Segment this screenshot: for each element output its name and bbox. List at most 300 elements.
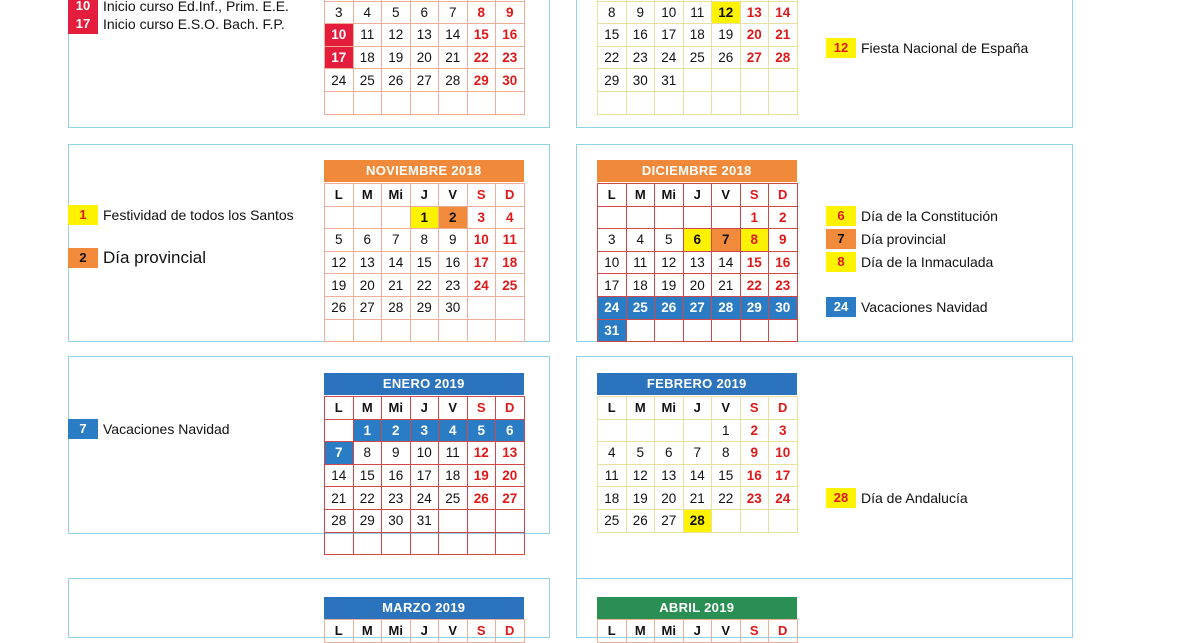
- day-cell: 8: [712, 442, 741, 465]
- legend-item: [68, 419, 230, 439]
- empty-cell: [325, 91, 354, 114]
- day-cell: 28: [439, 69, 468, 92]
- empty-cell: [467, 296, 496, 319]
- day-cell: 30: [769, 296, 798, 319]
- day-cell: 18: [598, 487, 627, 510]
- day-cell: 15: [353, 464, 382, 487]
- day-cell: 15: [740, 251, 769, 274]
- day-cell: 13: [683, 251, 712, 274]
- empty-cell: [496, 509, 525, 532]
- day-cell: 22: [410, 274, 439, 297]
- day-cell: 22: [467, 46, 496, 69]
- weekday-header: S: [467, 397, 496, 420]
- day-cell: 2: [769, 206, 798, 229]
- day-cell: 11: [439, 442, 468, 465]
- day-cell: 5: [467, 419, 496, 442]
- day-cell: 17: [467, 251, 496, 274]
- day-cell: 21: [382, 274, 411, 297]
- day-cell: 16: [439, 251, 468, 274]
- day-cell: 7: [683, 442, 712, 465]
- day-cell: 22: [740, 274, 769, 297]
- calendar-noviembre: [324, 183, 525, 342]
- day-cell: 25: [353, 69, 382, 92]
- legend-label: Vacaciones Navidad: [103, 421, 230, 437]
- day-cell: 29: [353, 509, 382, 532]
- empty-cell: [740, 319, 769, 342]
- day-cell: 14: [439, 24, 468, 47]
- empty-cell: [598, 419, 627, 442]
- empty-cell: [325, 419, 354, 442]
- day-cell: 27: [655, 509, 684, 532]
- day-cell: 31: [655, 69, 684, 92]
- day-cell: 22: [598, 46, 627, 69]
- day-cell: 29: [740, 296, 769, 319]
- day-cell: 10: [769, 442, 798, 465]
- day-cell: 5: [626, 442, 655, 465]
- legend-label: Día de Andalucía: [861, 490, 968, 506]
- day-cell: 6: [410, 1, 439, 24]
- empty-cell: [467, 509, 496, 532]
- day-cell: 1: [712, 419, 741, 442]
- day-cell: 25: [598, 509, 627, 532]
- empty-cell: [712, 319, 741, 342]
- empty-cell: [353, 91, 382, 114]
- weekday-header: V: [439, 184, 468, 207]
- day-cell: 13: [655, 464, 684, 487]
- day-cell: 22: [353, 487, 382, 510]
- day-cell: 14: [683, 464, 712, 487]
- day-cell: 3: [598, 229, 627, 252]
- day-cell: 30: [626, 69, 655, 92]
- day-cell: 12: [655, 251, 684, 274]
- weekday-header: L: [598, 620, 627, 643]
- empty-cell: [740, 91, 769, 114]
- empty-cell: [382, 532, 411, 555]
- day-cell: 6: [655, 442, 684, 465]
- empty-cell: [325, 319, 354, 342]
- legend-swatch: 1: [68, 205, 98, 225]
- day-cell: 28: [712, 296, 741, 319]
- empty-cell: [626, 319, 655, 342]
- day-cell: 13: [410, 24, 439, 47]
- day-cell: 30: [439, 296, 468, 319]
- day-cell: 29: [410, 296, 439, 319]
- day-cell: 14: [325, 464, 354, 487]
- calendar-septiembre: [324, 0, 525, 115]
- day-cell: 16: [382, 464, 411, 487]
- day-cell: 4: [353, 1, 382, 24]
- day-cell: 27: [353, 296, 382, 319]
- legend-label: Día provincial: [861, 231, 946, 247]
- weekday-header: J: [410, 620, 439, 643]
- empty-cell: [467, 91, 496, 114]
- legend-swatch: 6: [826, 206, 856, 226]
- day-cell: 4: [496, 206, 525, 229]
- day-cell: 21: [439, 46, 468, 69]
- day-cell: 6: [353, 229, 382, 252]
- day-cell: 13: [740, 1, 769, 24]
- day-cell: 15: [410, 251, 439, 274]
- day-cell: 4: [439, 419, 468, 442]
- day-cell: 12: [626, 464, 655, 487]
- day-cell: 23: [626, 46, 655, 69]
- weekday-header: Mi: [655, 184, 684, 207]
- calendar-febrero: [597, 396, 798, 533]
- day-cell: 30: [382, 509, 411, 532]
- day-cell: 10: [467, 229, 496, 252]
- day-cell: 20: [496, 464, 525, 487]
- empty-cell: [496, 319, 525, 342]
- day-cell: 17: [769, 464, 798, 487]
- weekday-header: M: [353, 620, 382, 643]
- weekday-header: V: [439, 620, 468, 643]
- day-cell: 8: [740, 229, 769, 252]
- day-cell: 12: [467, 442, 496, 465]
- legend-item: [826, 252, 993, 272]
- day-cell: 4: [598, 442, 627, 465]
- weekday-header: J: [410, 397, 439, 420]
- legend-item: [68, 205, 294, 225]
- legend-item: [826, 229, 946, 249]
- day-cell: 27: [683, 296, 712, 319]
- weekday-header: V: [712, 184, 741, 207]
- day-cell: 3: [325, 1, 354, 24]
- legend-item: [68, 248, 206, 268]
- empty-cell: [712, 69, 741, 92]
- day-cell: 13: [496, 442, 525, 465]
- empty-cell: [382, 91, 411, 114]
- day-cell: 14: [769, 1, 798, 24]
- day-cell: 9: [439, 229, 468, 252]
- empty-cell: [353, 319, 382, 342]
- weekday-header: S: [740, 184, 769, 207]
- legend-label: Día de la Constitución: [861, 208, 998, 224]
- weekday-header: M: [353, 184, 382, 207]
- day-cell: 14: [382, 251, 411, 274]
- day-cell: 15: [712, 464, 741, 487]
- day-cell: 28: [683, 509, 712, 532]
- day-cell: 7: [712, 229, 741, 252]
- empty-cell: [769, 319, 798, 342]
- empty-cell: [382, 319, 411, 342]
- day-cell: 24: [410, 487, 439, 510]
- day-cell: 8: [410, 229, 439, 252]
- weekday-header: J: [683, 397, 712, 420]
- day-cell: 16: [740, 464, 769, 487]
- day-cell: 25: [496, 274, 525, 297]
- day-cell: 19: [325, 274, 354, 297]
- day-cell: 13: [353, 251, 382, 274]
- empty-cell: [496, 91, 525, 114]
- empty-cell: [439, 91, 468, 114]
- day-cell: 10: [325, 24, 354, 47]
- month-title-marzo: MARZO 2019: [324, 597, 524, 619]
- day-cell: 11: [496, 229, 525, 252]
- legend-swatch: 8: [826, 252, 856, 272]
- day-cell: 18: [439, 464, 468, 487]
- legend-swatch: 10: [68, 0, 98, 16]
- day-cell: 16: [769, 251, 798, 274]
- weekday-header: L: [325, 620, 354, 643]
- day-cell: 28: [769, 46, 798, 69]
- weekday-header: V: [439, 397, 468, 420]
- day-cell: 16: [626, 24, 655, 47]
- empty-cell: [655, 319, 684, 342]
- day-cell: 8: [598, 1, 627, 24]
- legend-label: Festividad de todos los Santos: [103, 207, 294, 223]
- legend-item: [826, 297, 988, 317]
- empty-cell: [325, 206, 354, 229]
- month-title-febrero: FEBRERO 2019: [597, 373, 797, 395]
- empty-cell: [626, 419, 655, 442]
- empty-cell: [410, 532, 439, 555]
- empty-cell: [683, 206, 712, 229]
- day-cell: 8: [353, 442, 382, 465]
- day-cell: 5: [325, 229, 354, 252]
- month-title-enero: ENERO 2019: [324, 373, 524, 395]
- day-cell: 20: [353, 274, 382, 297]
- month-title-diciembre: DICIEMBRE 2018: [597, 160, 797, 182]
- empty-cell: [325, 532, 354, 555]
- day-cell: 29: [598, 69, 627, 92]
- legend-swatch: 2: [68, 248, 98, 268]
- day-cell: 21: [325, 487, 354, 510]
- empty-cell: [655, 206, 684, 229]
- day-cell: 16: [496, 24, 525, 47]
- weekday-header: M: [626, 397, 655, 420]
- day-cell: 29: [467, 69, 496, 92]
- day-cell: 23: [382, 487, 411, 510]
- weekday-header: D: [496, 620, 525, 643]
- weekday-header: Mi: [382, 397, 411, 420]
- weekday-header: J: [683, 184, 712, 207]
- day-cell: 20: [740, 24, 769, 47]
- day-cell: 3: [467, 206, 496, 229]
- empty-cell: [740, 509, 769, 532]
- weekday-header: L: [325, 184, 354, 207]
- legend-swatch: 7: [826, 229, 856, 249]
- empty-cell: [353, 206, 382, 229]
- weekday-header: M: [626, 184, 655, 207]
- day-cell: 26: [626, 509, 655, 532]
- empty-cell: [683, 69, 712, 92]
- day-cell: 28: [382, 296, 411, 319]
- day-cell: 8: [467, 1, 496, 24]
- day-cell: 6: [683, 229, 712, 252]
- day-cell: 27: [740, 46, 769, 69]
- day-cell: 20: [410, 46, 439, 69]
- day-cell: 19: [382, 46, 411, 69]
- day-cell: 7: [439, 1, 468, 24]
- calendar-marzo: [324, 619, 525, 643]
- legend-label: Vacaciones Navidad: [861, 299, 988, 315]
- day-cell: 23: [740, 487, 769, 510]
- empty-cell: [655, 419, 684, 442]
- day-cell: 24: [769, 487, 798, 510]
- day-cell: 25: [439, 487, 468, 510]
- legend-swatch: 12: [826, 38, 856, 58]
- weekday-header: Mi: [655, 397, 684, 420]
- empty-cell: [655, 91, 684, 114]
- weekday-header: D: [769, 620, 798, 643]
- day-cell: 10: [410, 442, 439, 465]
- empty-cell: [382, 206, 411, 229]
- legend-swatch: 7: [68, 419, 98, 439]
- calendar-abril: [597, 619, 798, 643]
- day-cell: 26: [382, 69, 411, 92]
- empty-cell: [353, 532, 382, 555]
- day-cell: 3: [410, 419, 439, 442]
- day-cell: 26: [325, 296, 354, 319]
- day-cell: 23: [439, 274, 468, 297]
- empty-cell: [740, 69, 769, 92]
- day-cell: 17: [325, 46, 354, 69]
- weekday-header: S: [740, 620, 769, 643]
- day-cell: 23: [769, 274, 798, 297]
- day-cell: 2: [382, 419, 411, 442]
- day-cell: 17: [410, 464, 439, 487]
- empty-cell: [683, 319, 712, 342]
- empty-cell: [769, 509, 798, 532]
- day-cell: 17: [655, 24, 684, 47]
- day-cell: 23: [496, 46, 525, 69]
- day-cell: 25: [626, 296, 655, 319]
- empty-cell: [439, 319, 468, 342]
- weekday-header: J: [683, 620, 712, 643]
- empty-cell: [683, 91, 712, 114]
- empty-cell: [598, 91, 627, 114]
- empty-cell: [410, 91, 439, 114]
- day-cell: 20: [683, 274, 712, 297]
- day-cell: 24: [655, 46, 684, 69]
- weekday-header: D: [496, 397, 525, 420]
- day-cell: 9: [382, 442, 411, 465]
- legend-swatch: 24: [826, 297, 856, 317]
- day-cell: 19: [655, 274, 684, 297]
- day-cell: 19: [712, 24, 741, 47]
- empty-cell: [410, 319, 439, 342]
- day-cell: 5: [382, 1, 411, 24]
- empty-cell: [467, 532, 496, 555]
- day-cell: 1: [353, 419, 382, 442]
- weekday-header: J: [410, 184, 439, 207]
- weekday-header: D: [496, 184, 525, 207]
- day-cell: 1: [410, 206, 439, 229]
- day-cell: 22: [712, 487, 741, 510]
- day-cell: 6: [496, 419, 525, 442]
- empty-cell: [496, 532, 525, 555]
- empty-cell: [712, 509, 741, 532]
- day-cell: 10: [655, 1, 684, 24]
- empty-cell: [626, 206, 655, 229]
- legend-label: Inicio curso Ed.Inf., Prim. E.E.: [103, 0, 289, 14]
- empty-cell: [626, 91, 655, 114]
- weekday-header: D: [769, 184, 798, 207]
- day-cell: 9: [626, 1, 655, 24]
- empty-cell: [439, 532, 468, 555]
- empty-cell: [769, 69, 798, 92]
- day-cell: 24: [598, 296, 627, 319]
- legend-item: [826, 488, 968, 508]
- calendar-diciembre: [597, 183, 798, 342]
- day-cell: 18: [353, 46, 382, 69]
- day-cell: 10: [598, 251, 627, 274]
- day-cell: 12: [382, 24, 411, 47]
- day-cell: 11: [683, 1, 712, 24]
- weekday-header: V: [712, 620, 741, 643]
- day-cell: 21: [769, 24, 798, 47]
- legend-item: [826, 206, 998, 226]
- day-cell: 19: [626, 487, 655, 510]
- weekday-header: L: [598, 184, 627, 207]
- day-cell: 26: [712, 46, 741, 69]
- day-cell: 28: [325, 509, 354, 532]
- day-cell: 19: [467, 464, 496, 487]
- day-cell: 2: [740, 419, 769, 442]
- day-cell: 11: [598, 464, 627, 487]
- weekday-header: D: [769, 397, 798, 420]
- legend-swatch: 28: [826, 488, 856, 508]
- day-cell: 24: [467, 274, 496, 297]
- day-cell: 17: [598, 274, 627, 297]
- day-cell: 14: [712, 251, 741, 274]
- day-cell: 25: [683, 46, 712, 69]
- weekday-header: Mi: [382, 620, 411, 643]
- empty-cell: [769, 91, 798, 114]
- day-cell: 9: [769, 229, 798, 252]
- day-cell: 1: [740, 206, 769, 229]
- day-cell: 7: [325, 442, 354, 465]
- weekday-header: S: [467, 620, 496, 643]
- day-cell: 26: [655, 296, 684, 319]
- empty-cell: [598, 206, 627, 229]
- weekday-header: S: [467, 184, 496, 207]
- day-cell: 9: [496, 1, 525, 24]
- calendar-enero: [324, 396, 525, 555]
- legend-label: Día provincial: [103, 248, 206, 267]
- weekday-header: S: [740, 397, 769, 420]
- day-cell: 11: [353, 24, 382, 47]
- day-cell: 3: [769, 419, 798, 442]
- month-title-abril: ABRIL 2019: [597, 597, 797, 619]
- legend-swatch: 17: [68, 14, 98, 34]
- day-cell: 9: [740, 442, 769, 465]
- day-cell: 31: [598, 319, 627, 342]
- day-cell: 7: [382, 229, 411, 252]
- day-cell: 15: [467, 24, 496, 47]
- day-cell: 30: [496, 69, 525, 92]
- weekday-header: V: [712, 397, 741, 420]
- day-cell: 27: [410, 69, 439, 92]
- day-cell: 5: [655, 229, 684, 252]
- legend-label: Inicio curso E.S.O. Bach. F.P.: [103, 16, 285, 32]
- day-cell: 11: [626, 251, 655, 274]
- day-cell: 31: [410, 509, 439, 532]
- legend-label: Día de la Inmaculada: [861, 254, 994, 270]
- calendar-octubre: [597, 0, 798, 115]
- day-cell: 15: [598, 24, 627, 47]
- weekday-header: Mi: [382, 184, 411, 207]
- day-cell: 24: [325, 69, 354, 92]
- weekday-header: L: [325, 397, 354, 420]
- legend-item: [68, 14, 285, 34]
- empty-cell: [683, 419, 712, 442]
- day-cell: 18: [683, 24, 712, 47]
- month-title-noviembre: NOVIEMBRE 2018: [324, 160, 524, 182]
- legend-label: Fiesta Nacional de España: [861, 40, 1029, 56]
- legend-item: [826, 38, 1028, 58]
- day-cell: 21: [683, 487, 712, 510]
